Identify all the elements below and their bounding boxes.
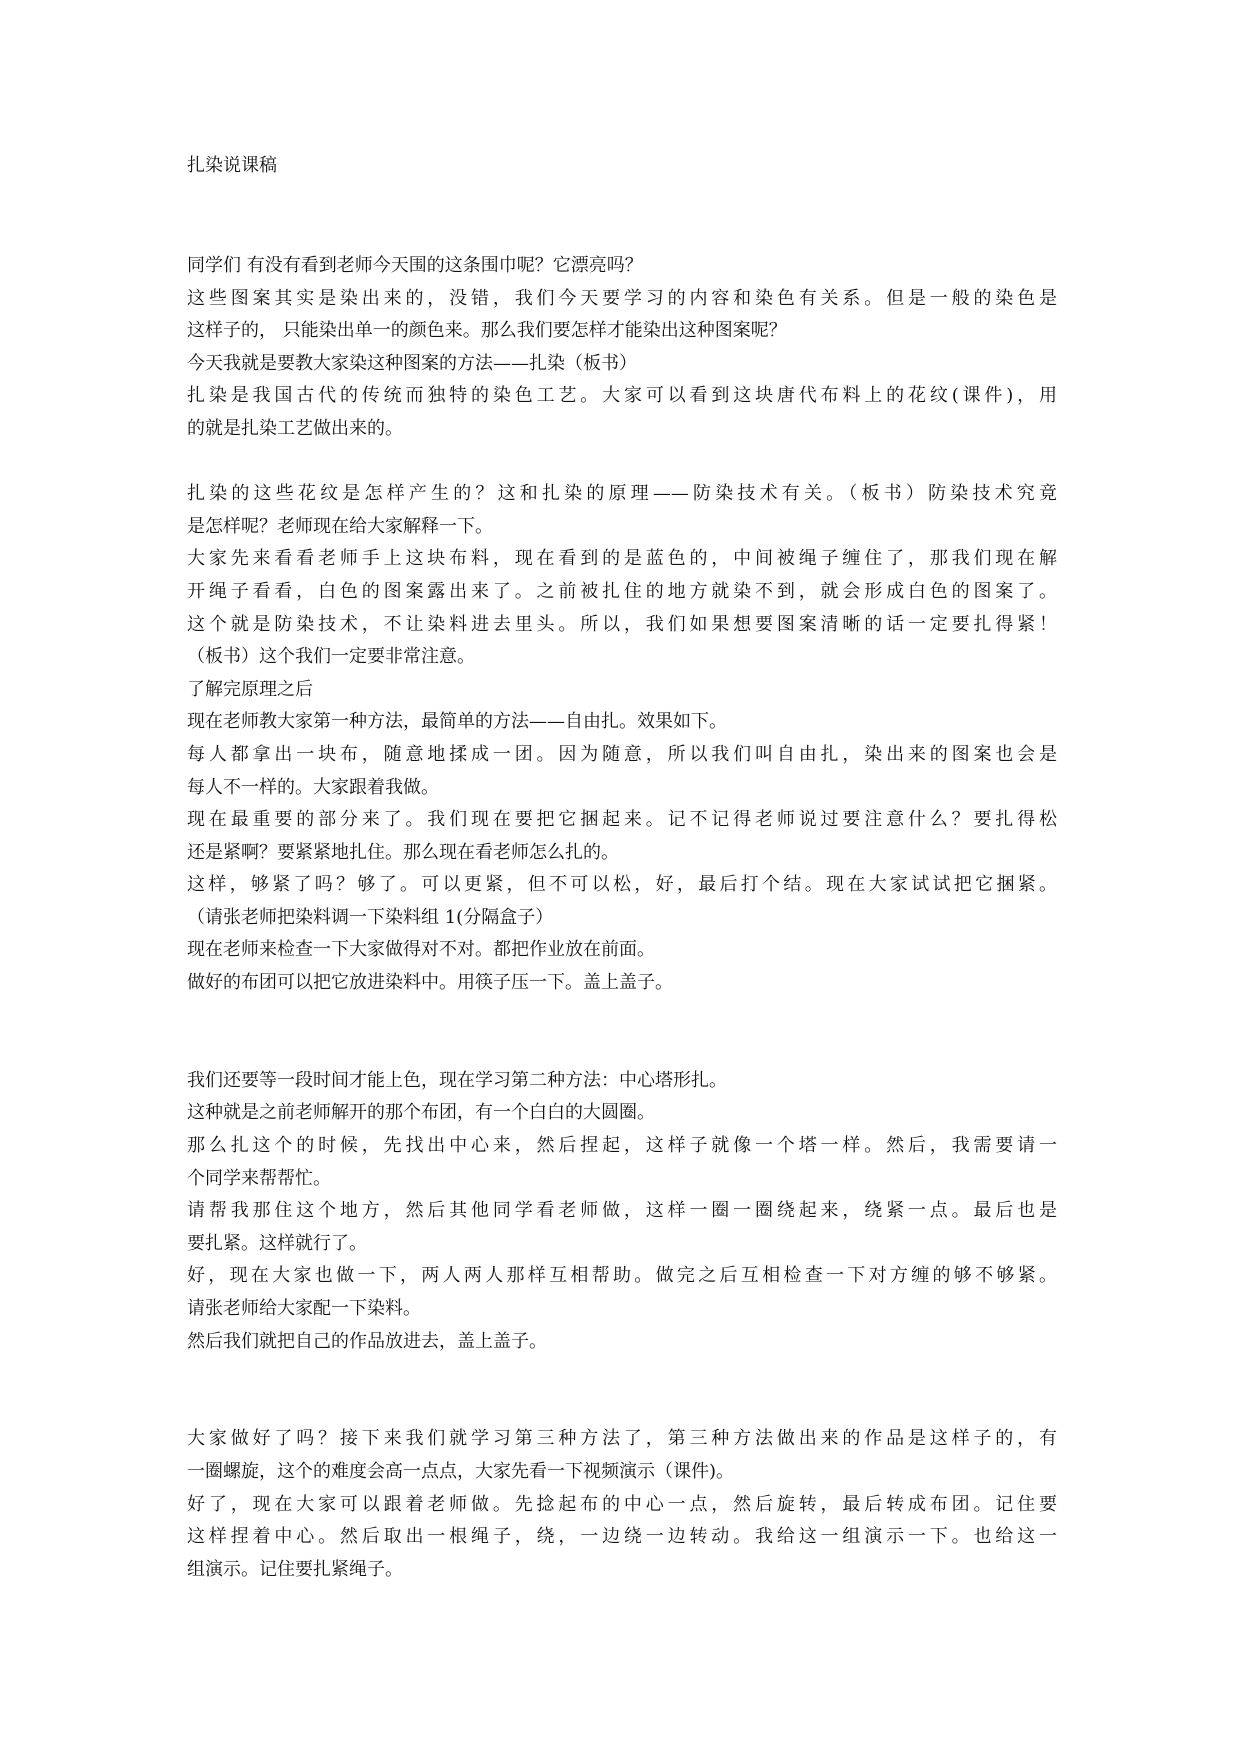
paragraph-line: 做好的布团可以把它放进染料中。用筷子压一下。盖上盖子。 [187, 972, 673, 994]
paragraph-line: 现在最重要的部分来了。我们现在要把它捆起来。记不记得老师说过要注意什么？要扎得松 [187, 809, 1057, 831]
paragraph-line: 的就是扎染工艺做出来的。 [187, 417, 403, 439]
paragraph-line: 还是紧啊？要紧紧地扎住。那么现在看老师怎么扎的。 [187, 841, 619, 863]
paragraph-line: 个同学来帮帮忙。 [187, 1167, 331, 1189]
paragraph-line: 大家先来看看老师手上这块布料，现在看到的是蓝色的，中间被绳子缠住了，那我们现在解 [187, 548, 1057, 570]
paragraph-line: 那么扎这个的时候，先找出中心来，然后捏起，这样子就像一个塔一样。然后，我需要请一 [187, 1135, 1057, 1157]
paragraph-line: 现在老师教大家第一种方法，最简单的方法——自由扎。效果如下。 [187, 711, 727, 733]
paragraph-gap [187, 1000, 1057, 1065]
paragraph-line: 开绳子看看，白色的图案露出来了。之前被扎住的地方就染不到，就会形成白色的图案了。 [187, 580, 1057, 602]
paragraph-line: 这样，够紧了吗？够了。可以更紧，但不可以松，好，最后打个结。现在大家试试把它捆紧。 [187, 874, 1057, 896]
paragraph-line: 然后我们就把自己的作品放进去，盖上盖子。 [187, 1330, 547, 1352]
document-title: 扎染说课稿 [187, 155, 277, 176]
paragraph-line: 这种就是之前老师解开的那个布团，有一个白白的大圆圈。 [187, 1102, 655, 1124]
paragraph-line: 同学们 有没有看到老师今天围的这条围巾呢？它漂亮吗？ [187, 255, 643, 276]
paragraph-line: 这样子的， 只能染出单一的颜色来。那么我们要怎样才能染出这种图案呢？ [187, 320, 787, 342]
paragraph-line: 现在老师来检查一下大家做得对不对。都把作业放在前面。 [187, 939, 655, 961]
paragraph-line: 要扎紧。这样就行了。 [187, 1232, 367, 1254]
paragraph-gap [187, 446, 1057, 479]
paragraph-line: 每人不一样的。大家跟着我做。 [187, 776, 439, 798]
paragraph-line: 这个就是防染技术，不让染料进去里头。所以，我们如果想要图案清晰的话一定要扎得紧！ [187, 613, 1057, 635]
paragraph-line: 这样捏着中心。然后取出一根绳子，绕，一边绕一边转动。我给这一组演示一下。也给这一 [187, 1526, 1057, 1548]
paragraph-line: 扎染是我国古代的传统而独特的染色工艺。大家可以看到这块唐代布料上的花纹(课件)，用 [187, 385, 1057, 407]
paragraph-line: 了解完原理之后 [187, 678, 313, 700]
paragraph-line: 每人都拿出一块布，随意地揉成一团。因为随意，所以我们叫自由扎，染出来的图案也会是 [187, 743, 1057, 765]
paragraph-line: 组演示。记住要扎紧绳子。 [187, 1558, 403, 1580]
paragraph-line: 是怎样呢？老师现在给大家解释一下。 [187, 515, 493, 537]
paragraph-line: 大家做好了吗？接下来我们就学习第三种方法了，第三种方法做出来的作品是这样子的，有 [187, 1428, 1057, 1450]
document-body [187, 250, 1057, 1586]
paragraph-line: 一圈螺旋，这个的难度会高一点点，大家先看一下视频演示（课件)。 [187, 1460, 735, 1482]
paragraph-line: 今天我就是要教大家染这种图案的方法——扎染（板书） [187, 352, 637, 374]
paragraph-line: 请帮我那住这个地方，然后其他同学看老师做，这样一圈一圈绕起来，绕紧一点。最后也是 [187, 1200, 1057, 1222]
paragraph-line: 扎染的这些花纹是怎样产生的？这和扎染的原理——防染技术有关。（板书）防染技术究竟 [187, 483, 1057, 505]
paragraph-line: 我们还要等一段时间才能上色，现在学习第二种方法：中心塔形扎。 [187, 1069, 727, 1091]
paragraph-line: （板书）这个我们一定要非常注意。 [187, 646, 475, 668]
paragraph-gap [187, 1358, 1057, 1423]
paragraph-line: 请张老师给大家配一下染料。 [187, 1298, 421, 1319]
paragraph-line: 好，现在大家也做一下，两人两人那样互相帮助。做完之后互相检查一下对方缠的够不够紧。 [187, 1265, 1057, 1287]
paragraph-line: 好了，现在大家可以跟着老师做。先捻起布的中心一点，然后旋转，最后转成布团。记住要 [187, 1493, 1057, 1515]
paragraph-line: 这些图案其实是染出来的，没错，我们今天要学习的内容和染色有关系。但是一般的染色是 [187, 287, 1057, 309]
paragraph-line: （请张老师把染料调一下染料组 1(分隔盒子） [187, 906, 554, 928]
